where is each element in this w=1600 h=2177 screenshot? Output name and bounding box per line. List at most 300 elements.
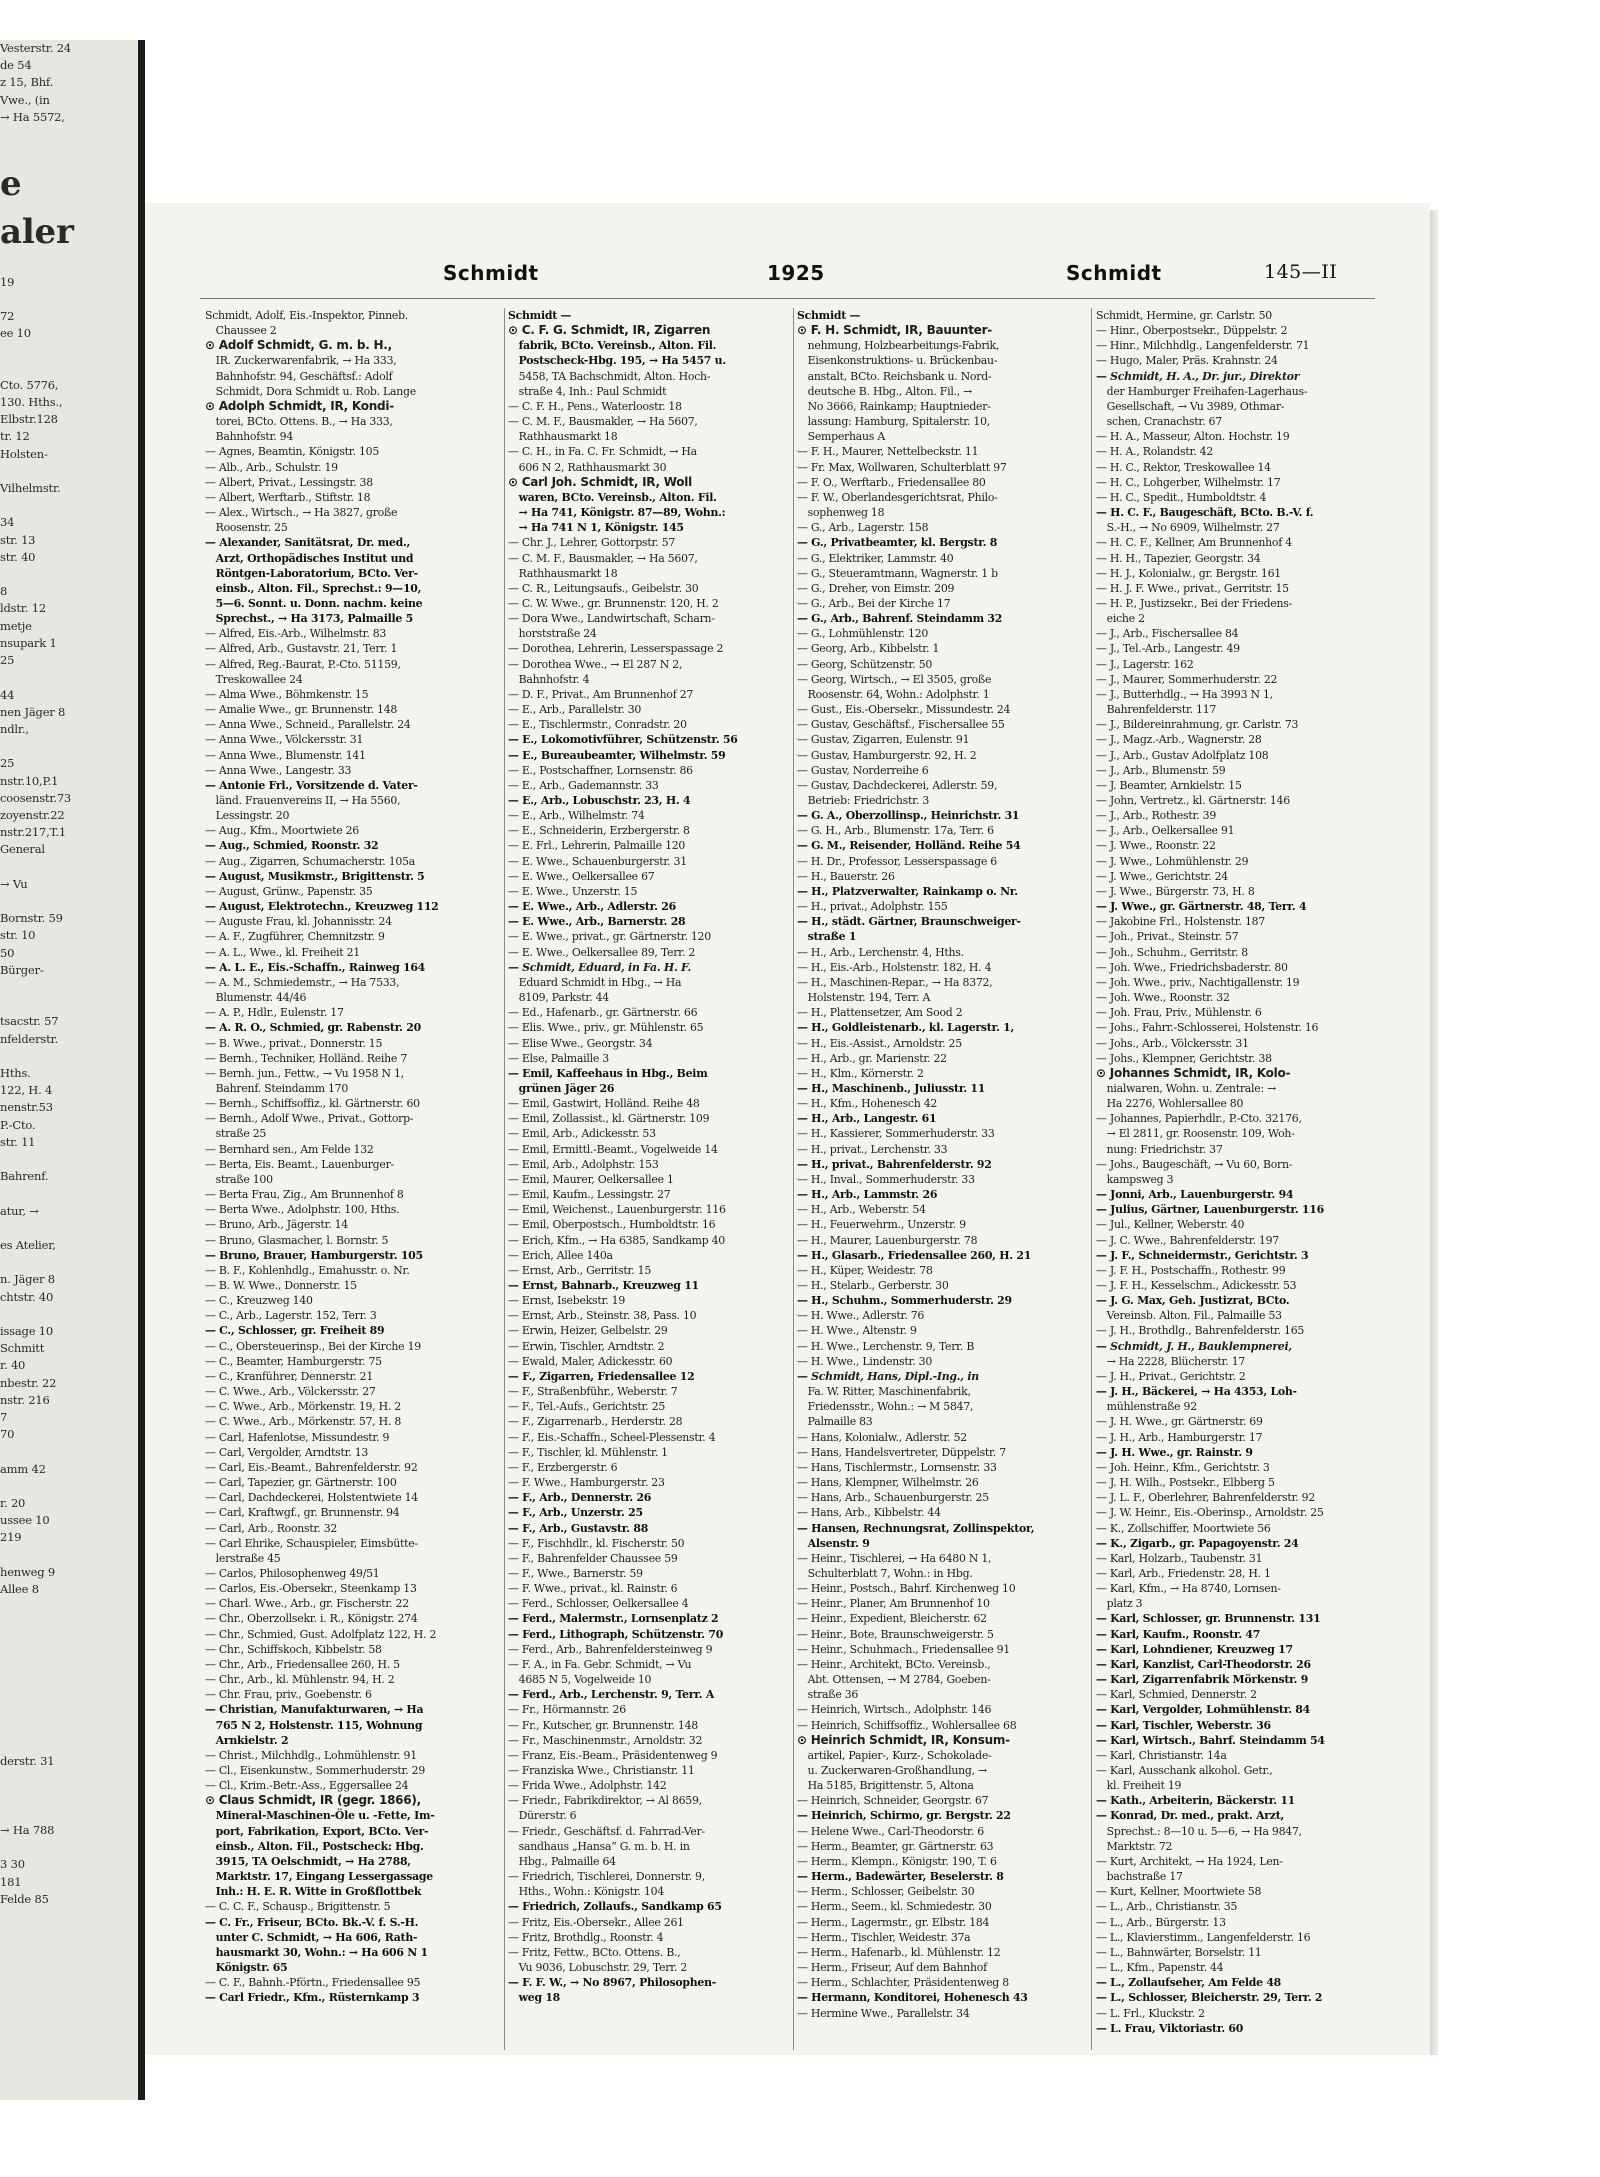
directory-entry: — J. F. H., Kesselschm., Adickesstr. 53: [1096, 1279, 1297, 1292]
directory-entry: — Karl, Wirtsch., Bahrf. Steindamm 54: [1096, 1733, 1325, 1747]
directory-entry: — Emil, Weichenst., Lauenburgerstr. 116: [508, 1203, 726, 1217]
directory-entry: Vu 9036, Lobuschstr. 29, Terr. 2: [508, 1961, 688, 1975]
left-page-line: 181: [0, 1874, 22, 1889]
left-page-line: 3 30: [0, 1857, 25, 1872]
directory-entry: — Aug., Schmied, Roonstr. 32: [205, 839, 379, 853]
left-page-line: [0, 1306, 138, 1323]
directory-entry: — G. A., Oberzollinsp., Heinrichstr. 31: [797, 809, 1020, 823]
directory-entry: — Carl, Hafenlotse, Missundestr. 9: [205, 1430, 390, 1444]
directory-entry: — Alfred, Reg.-Baurat, P.-Cto. 51159,: [205, 657, 401, 671]
directory-entry: — J., Magz.-Arb., Wagnerstr. 28: [1096, 733, 1262, 747]
directory-column-2: [508, 308, 798, 2048]
directory-entry: — Ferd., Lithograph, Schützenstr. 70: [508, 1627, 724, 1641]
directory-entry: — C. H., in Fa. C. Fr. Schmidt, → Ha: [508, 445, 697, 459]
directory-entry: — Hans, Klempner, Wilhelmstr. 26: [797, 1476, 979, 1490]
directory-entry: — Heinrich, Schirmo, gr. Bergstr. 22: [797, 1809, 1011, 1823]
directory-entry: — August, Grünw., Papenstr. 35: [205, 884, 373, 898]
directory-entry: bachstraße 17: [1096, 1870, 1183, 1884]
left-page-line: nbestr. 22: [0, 1375, 57, 1390]
directory-entry: nung: Friedrichstr. 37: [1096, 1142, 1223, 1156]
directory-entry: — H., privat., Adolphstr. 155: [797, 900, 948, 914]
directory-entry: — F., Arb., Unzerstr. 25: [508, 1506, 643, 1520]
directory-entry: — J. H., Bäckerei, → Ha 4353, Loh-: [1096, 1385, 1297, 1399]
left-page-line: [0, 256, 138, 273]
directory-entry: — Carlos, Philosophenweg 49/51: [205, 1566, 380, 1580]
directory-entry: — Heinrich, Wirtsch., Adolphstr. 146: [797, 1703, 992, 1717]
left-page-line: amm 42: [0, 1461, 46, 1476]
directory-entry: — Friedrich, Zollaufs., Sandkamp 65: [508, 1900, 722, 1914]
directory-entry: — Herm., Schlosser, Geibelstr. 30: [797, 1885, 975, 1899]
directory-entry: Palmaille 83: [797, 1415, 873, 1429]
directory-entry: — E., Lokomotivführer, Schützenstr. 56: [508, 733, 738, 747]
directory-entry: — J. Wwe., Bürgerstr. 73, H. 8: [1096, 884, 1255, 898]
directory-entry: Schmidt —: [797, 309, 861, 322]
left-page-line: [0, 126, 138, 143]
directory-entry: — Hans, Arb., Kibbelstr. 44: [797, 1506, 941, 1520]
directory-entry: 5458, TA Bachschmidt, Alton. Hoch-: [508, 369, 711, 383]
left-page-line: tsacstr. 57: [0, 1014, 59, 1029]
left-page-line: z 15, Bhf.: [0, 75, 54, 90]
left-page-line: [0, 1701, 138, 1718]
directory-entry: — Fr., Maschinenmstr., Arnoldstr. 32: [508, 1733, 703, 1747]
left-page-line: Bürger-: [0, 962, 44, 977]
left-page-line: [0, 859, 138, 876]
directory-entry: — Fritz, Eis.-Obersekr., Allee 261: [508, 1915, 684, 1929]
directory-entry: — Elis. Wwe., priv., gr. Mühlenstr. 65: [508, 1021, 704, 1035]
directory-entry: — H., Plattensetzer, Am Sood 2: [797, 1006, 963, 1020]
directory-entry: Roosenstr. 25: [205, 521, 288, 535]
directory-entry: Bahnhofstr. 4: [508, 672, 590, 686]
directory-entry: — J. F., Schneidermstr., Gerichtstr. 3: [1096, 1248, 1309, 1262]
directory-entry: — H., Inval., Sommerhuderstr. 33: [797, 1172, 975, 1186]
directory-entry: Eisenkonstruktions- u. Brückenbau-: [797, 354, 998, 368]
directory-entry: — Franziska Wwe., Christianstr. 11: [508, 1764, 695, 1777]
directory-entry: — Herm., Lagermstr., gr. Elbstr. 184: [797, 1915, 990, 1929]
left-page-line: [0, 1598, 138, 1615]
directory-entry: — Herm., Beamter, gr. Gärtnerstr. 63: [797, 1839, 994, 1853]
directory-entry: — Ernst, Bahnarb., Kreuzweg 11: [508, 1279, 699, 1292]
directory-entry: IR. Zuckerwarenfabrik, → Ha 333,: [205, 354, 397, 368]
directory-entry: eiche 2: [1096, 612, 1145, 626]
left-page-line: es Atelier,: [0, 1238, 56, 1252]
left-page-line: [0, 1805, 138, 1822]
left-page-line: [0, 1667, 138, 1684]
directory-entry: — Amalie Wwe., gr. Brunnenstr. 148: [205, 703, 398, 717]
directory-entry: — G., Arb., Bei der Kirche 17: [797, 596, 951, 610]
directory-entry: — Alfred, Arb., Gustavstr. 21, Terr. 1: [205, 642, 398, 656]
directory-entry: — Anna Wwe., Langestr. 33: [205, 763, 352, 777]
directory-entry: Marktstr. 17, Eingang Lessergassage: [205, 1870, 433, 1884]
directory-entry: — C., Schlosser, gr. Freiheit 89: [205, 1324, 385, 1338]
directory-entry: — F., Tischler, kl. Mühlenstr. 1: [508, 1445, 668, 1459]
directory-entry: — Dora Wwe., Landwirtschaft, Scharn-: [508, 612, 715, 626]
left-page-line: → Ha 5572,: [0, 109, 65, 124]
directory-entry: — Karl, Schlosser, gr. Brunnenstr. 131: [1096, 1612, 1321, 1626]
directory-entry: Blumenstr. 44/46: [205, 991, 307, 1005]
directory-entry: — C., Arb., Lagerstr. 152, Terr. 3: [205, 1309, 377, 1323]
left-page-line: [0, 1547, 138, 1564]
directory-entry: — Hans, Tischlermstr., Lornsenstr. 33: [797, 1460, 997, 1474]
directory-entry: — J., Tel.-Arb., Langestr. 49: [1096, 642, 1240, 656]
left-page-line: Cto. 5776,: [0, 377, 59, 392]
directory-entry: — Erwin, Heizer, Gelbelstr. 29: [508, 1324, 668, 1338]
directory-entry: — L. Frl., Kluckstr. 2: [1096, 2006, 1205, 2020]
directory-entry: Inh.: H. E. R. Witte in Großflottbek: [205, 1885, 422, 1899]
directory-entry: S.-H., → No 6909, Wilhelmstr. 27: [1096, 521, 1280, 535]
directory-entry: — F. Wwe., privat., kl. Rainstr. 6: [508, 1582, 678, 1596]
directory-entry: — F., Bahrenfelder Chaussee 59: [508, 1551, 678, 1565]
directory-entry: — Jonni, Arb., Lauenburgerstr. 94: [1096, 1188, 1294, 1202]
directory-entry: artikel, Papier-, Kurz-, Schokolade-: [797, 1748, 992, 1762]
book-gutter: [138, 40, 145, 2100]
directory-entry: kl. Freiheit 19: [1096, 1779, 1182, 1793]
directory-entry: — J., Butterhdlg., → Ha 3993 N 1,: [1096, 687, 1273, 701]
left-page-fragment: [0, 40, 138, 2100]
directory-entry: — E., Arb., Lobuschstr. 23, H. 4: [508, 794, 691, 807]
directory-entry: — Emil, Ermittl.-Beamt., Vogelweide 14: [508, 1142, 718, 1156]
directory-entry: — J. C. Wwe., Bahrenfelderstr. 197: [1096, 1233, 1279, 1247]
directory-entry: hausmarkt 30, Wohn.: → Ha 606 N 1: [205, 1945, 428, 1959]
directory-entry: — A. P., Hdlr., Eulenstr. 17: [205, 1006, 344, 1020]
directory-entry: Bahrenfelderstr. 117: [1096, 703, 1217, 717]
directory-entry: — Ferd., Arb., Bahrenfeldersteinweg 9: [508, 1642, 713, 1656]
directory-entry: — Karl, Kanzlist, Carl-Theodorstr. 26: [1096, 1657, 1311, 1671]
directory-entry: — F. H., Maurer, Nettelbeckstr. 11: [797, 445, 979, 459]
left-page-line: P.-Cto.: [0, 1117, 36, 1132]
directory-entry: kampsweg 3: [1096, 1172, 1174, 1186]
directory-entry: — J. H. Wwe., gr. Gärtnerstr. 69: [1096, 1415, 1263, 1429]
directory-entry: — Gustav, Hamburgerstr. 92, H. 2: [797, 748, 977, 762]
directory-entry: — Heinr., Planer, Am Brunnenhof 10: [797, 1597, 990, 1611]
directory-entry: Röntgen-Laboratorium, BCto. Ver-: [205, 566, 418, 580]
directory-entry: anstalt, BCto. Reichsbank u. Nord-: [797, 369, 992, 383]
directory-entry: — H. A., Rolandstr. 42: [1096, 445, 1213, 459]
directory-entry: — Helene Wwe., Carl-Theodorstr. 6: [797, 1824, 984, 1838]
directory-entry: — Carl Ehrike, Schauspieler, Eimsbütte-: [205, 1536, 418, 1550]
directory-entry: — K., Zollschiffer, Moortwiete 56: [1096, 1521, 1271, 1535]
directory-entry: torei, BCto. Ottens. B., → Ha 333,: [205, 415, 393, 429]
directory-entry: — Berta Frau, Zig., Am Brunnenhof 8: [205, 1188, 404, 1202]
directory-entry: unter C. Schmidt, → Ha 606, Rath-: [205, 1930, 418, 1944]
directory-entry: — John, Vertretz., kl. Gärtnerstr. 146: [1096, 794, 1290, 807]
directory-entry: Schmidt, Hermine, gr. Carlstr. 50: [1096, 309, 1272, 322]
directory-entry: Mineral-Maschinen-Öle u. -Fette, Im-: [205, 1809, 435, 1823]
left-page-line: [0, 1443, 138, 1460]
directory-entry: — G., Lohmühlenstr. 120: [797, 627, 929, 641]
left-page-line: aler: [0, 212, 74, 253]
directory-entry: Schulterblatt 7, Wohn.: in Hbg.: [797, 1566, 973, 1580]
left-page-line: 122, H. 4: [0, 1083, 53, 1098]
directory-entry: Ha 2276, Wohlersallee 80: [1096, 1097, 1244, 1111]
left-page-line: [0, 1151, 138, 1168]
directory-entry: — E. Wwe., Arb., Adlerstr. 26: [508, 900, 676, 914]
directory-entry: — J. H., Brothdlg., Bahrenfelderstr. 165: [1096, 1324, 1305, 1338]
directory-entry: — Chr., Schiffskoch, Kibbelstr. 58: [205, 1642, 382, 1656]
directory-entry: — L., Arb., Bürgerstr. 13: [1096, 1915, 1226, 1929]
directory-entry: — Ed., Hafenarb., gr. Gärtnerstr. 66: [508, 1006, 698, 1020]
directory-entry: — Anna Wwe., Blumenstr. 141: [205, 748, 366, 762]
directory-entry: — Karl, Vergolder, Lohmühlenstr. 84: [1096, 1703, 1310, 1717]
directory-entry: — H. Wwe., Lindenstr. 30: [797, 1354, 933, 1368]
directory-entry: — Fritz, Brothdlg., Roonstr. 4: [508, 1930, 664, 1944]
directory-entry: — Carl, Tapezier, gr. Gärtnerstr. 100: [205, 1476, 397, 1490]
directory-entry: — E. Wwe., Arb., Barnerstr. 28: [508, 915, 686, 929]
directory-entry: Alsenstr. 9: [797, 1536, 870, 1550]
directory-entry: — C., Beamter, Hamburgerstr. 75: [205, 1354, 382, 1368]
left-page-line: Felde 85: [0, 1891, 49, 1906]
directory-entry: — Charl. Wwe., Arb., gr. Fischerstr. 22: [205, 1597, 409, 1611]
left-page-line: nstr.10,P.1: [0, 773, 59, 788]
directory-entry: — A. L. E., Eis.-Schaffn., Rainweg 164: [205, 960, 426, 974]
directory-entry: Rathhausmarkt 18: [508, 430, 618, 444]
directory-entry: — H. C., Lohgerber, Wilhelmstr. 17: [1096, 475, 1281, 489]
directory-entry: — H. C. F., Kellner, Am Brunnenhof 4: [1096, 536, 1292, 550]
directory-entry: Gesellschaft, → Vu 3989, Othmar-: [1096, 399, 1285, 413]
directory-entry: — Friedr., Geschäftsf. d. Fahrrad-Ver-: [508, 1824, 705, 1838]
directory-entry: — H. Wwe., Adlerstr. 76: [797, 1309, 925, 1323]
directory-entry: — H. J., Kolonialw., gr. Bergstr. 161: [1096, 566, 1281, 580]
directory-entry: — F., Eis.-Schaffn., Scheel-Plessenstr. 4: [508, 1430, 716, 1444]
directory-entry: — Fr., Kutscher, gr. Brunnenstr. 148: [508, 1718, 698, 1732]
directory-entry: — Hans, Handelsvertreter, Düppelstr. 7: [797, 1445, 1006, 1459]
left-page-line: 72: [0, 309, 15, 324]
directory-entry: — H., Maurer, Lauenburgerstr. 78: [797, 1233, 978, 1247]
left-page-line: [0, 738, 138, 755]
directory-entry: horststraße 24: [508, 627, 597, 641]
left-page-line: [0, 1736, 138, 1753]
directory-entry: — E. Wwe., Unzerstr. 15: [508, 884, 638, 898]
directory-entry: — Friedrich, Tischlerei, Donnerstr. 9,: [508, 1870, 705, 1884]
directory-entry: lassung: Hamburg, Spitalerstr. 10,: [797, 415, 990, 429]
firm-entry: ⊙ C. F. G. Schmidt, IR, Zigarren: [508, 323, 711, 338]
directory-entry: — H. J. F. Wwe., privat., Gerritstr. 15: [1096, 581, 1289, 595]
page-number: 145—II: [1264, 261, 1338, 283]
left-page-line: 130. Hths.,: [0, 395, 63, 410]
directory-entry: — Herm., Tischler, Weidestr. 37a: [797, 1930, 971, 1944]
directory-entry: — C. W. Wwe., gr. Brunnenstr. 120, H. 2: [508, 596, 719, 610]
directory-entry: — G. M., Reisender, Holländ. Reihe 54: [797, 839, 1021, 853]
left-page-line: 7: [0, 1410, 8, 1425]
directory-entry: — J., Arb., Oelkersallee 91: [1096, 824, 1235, 838]
directory-entry: — H. Wwe., Lerchenstr. 9, Terr. B: [797, 1339, 975, 1353]
directory-entry: — Hugo, Maler, Präs. Krahnstr. 24: [1096, 354, 1278, 368]
directory-entry: — G., Privatbeamter, kl. Bergstr. 8: [797, 536, 998, 550]
directory-entry: u. Zuckerwaren-Großhandlung, →: [797, 1764, 987, 1777]
directory-entry: — C. M. F., Bausmakler, → Ha 5607,: [508, 551, 698, 565]
directory-entry: — Auguste Frau, kl. Johannisstr. 24: [205, 915, 392, 929]
directory-entry: — Johs., Arb., Völckersstr. 31: [1096, 1036, 1249, 1050]
left-page-line: [0, 1788, 138, 1805]
directory-entry: — Ferd., Schlosser, Oelkersallee 4: [508, 1597, 689, 1611]
directory-entry: — Erwin, Tischler, Arndtstr. 2: [508, 1339, 665, 1353]
directory-entry: — Christ., Milchhdlg., Lohmühlenstr. 91: [205, 1748, 417, 1762]
directory-entry: Rathhausmarkt 18: [508, 566, 618, 580]
directory-entry: — Heinrich, Schneider, Georgstr. 67: [797, 1794, 989, 1808]
directory-entry: — Carl, Kraftwgf., gr. Brunnenstr. 94: [205, 1506, 400, 1520]
left-page-line: nsupark 1: [0, 635, 57, 650]
left-page-line: 44: [0, 687, 15, 702]
directory-entry: — J. H., Arb., Hamburgerstr. 17: [1096, 1430, 1263, 1444]
directory-entry: Schmidt —: [508, 309, 572, 322]
left-page-line: 8: [0, 584, 8, 599]
directory-entry: — Alma Wwe., Böhmkenstr. 15: [205, 687, 369, 701]
directory-entry: — A. L., Wwe., kl. Freiheit 21: [205, 945, 360, 959]
directory-entry: Arzt, Orthopädisches Institut und: [205, 551, 414, 565]
directory-entry: — Hinr., Milchhdlg., Langenfelderstr. 71: [1096, 339, 1310, 353]
directory-entry: — Berta, Eis. Beamt., Lauenburger-: [205, 1157, 394, 1171]
directory-entry: — Anna Wwe., Völckersstr. 31: [205, 733, 364, 747]
directory-entry: Eduard Schmidt in Hbg., → Ha: [508, 975, 682, 989]
directory-entry: — H. C., Rektor, Treskowallee 14: [1096, 460, 1271, 474]
directory-entry: — Bernh. jun., Fettw., → Vu 1958 N 1,: [205, 1066, 404, 1080]
directory-entry: — Johannes, Papierhdlr., P.-Cto. 32176,: [1096, 1112, 1302, 1126]
directory-entry: — J. H. Wilh., Postsekr., Elbberg 5: [1096, 1476, 1275, 1490]
directory-entry: — August, Elektrotechn., Kreuzweg 112: [205, 900, 439, 914]
directory-entry: — G., Arb., Lagerstr. 158: [797, 521, 929, 535]
directory-entry: — Agnes, Beamtin, Königstr. 105: [205, 445, 380, 459]
directory-entry: — Jakobine Frl., Holstenstr. 187: [1096, 915, 1266, 929]
directory-entry: — Karl, Christianstr. 14a: [1096, 1748, 1227, 1762]
left-page-line: [0, 566, 138, 583]
directory-entry: — E., Arb., Parallelstr. 30: [508, 703, 642, 717]
running-head-left: Schmidt: [443, 261, 539, 285]
directory-entry: — Alfred, Eis.-Arb., Wilhelmstr. 83: [205, 627, 387, 641]
directory-entry: Semperhaus A: [797, 430, 885, 444]
directory-entry: — E., Postschaffner, Lornsenstr. 86: [508, 763, 693, 777]
directory-entry: — Erich, Allee 140a: [508, 1248, 613, 1262]
directory-entry: — Konrad, Dr. med., prakt. Arzt,: [1096, 1809, 1285, 1823]
directory-entry: — Georg, Arb., Kibbelstr. 1: [797, 642, 940, 656]
left-page-line: nenstr.53: [0, 1100, 53, 1115]
directory-entry: — Johs., Baugeschäft, → Vu 60, Born-: [1096, 1157, 1293, 1171]
left-page-line: 219: [0, 1530, 22, 1545]
directory-entry: Arnkielstr. 2: [205, 1733, 289, 1747]
directory-entry: — J. L. F., Oberlehrer, Bahrenfelderstr. 92: [1096, 1491, 1316, 1505]
directory-entry: — J., Arb., Fischersallee 84: [1096, 627, 1239, 641]
firm-entry: ⊙ Heinrich Schmidt, IR, Konsum-: [797, 1732, 1010, 1747]
left-page-line: Allee 8: [0, 1582, 39, 1597]
left-page-line: ussee 10: [0, 1513, 50, 1528]
directory-entry: — C. R., Leitungsaufs., Geibelstr. 30: [508, 581, 699, 595]
directory-entry: — Bruno, Arb., Jägerstr. 14: [205, 1218, 348, 1232]
directory-column-1: [205, 308, 495, 2048]
directory-entry: — C., Obersteuerinsp., Bei der Kirche 19: [205, 1339, 421, 1353]
left-page-line: nstr.217,T.1: [0, 825, 66, 840]
directory-entry: — E., Arb., Gademannstr. 33: [508, 778, 659, 792]
directory-entry: — Elise Wwe., Georgstr. 34: [508, 1036, 653, 1050]
directory-entry: — Ernst, Arb., Gerritstr. 15: [508, 1263, 652, 1277]
left-page-line: ldstr. 12: [0, 601, 46, 616]
directory-entry: — H. C. F., Baugeschäft, BCto. B.-V. f.: [1096, 506, 1314, 520]
directory-entry: — E., Tischlermstr., Conradstr. 20: [508, 718, 687, 732]
directory-entry: — Joh. Wwe., Roonstr. 32: [1096, 991, 1230, 1005]
directory-entry: — H. Dr., Professor, Lesserspassage 6: [797, 854, 997, 868]
directory-entry: — Joh., Privat., Steinstr. 57: [1096, 930, 1239, 944]
left-page-line: zoyenstr.22: [0, 807, 65, 822]
directory-entry: — H., Maschinen-Repar., → Ha 8372,: [797, 975, 993, 989]
directory-entry: — Carlos, Eis.-Obersekr., Steenkamp 13: [205, 1582, 417, 1596]
directory-entry: — A. M., Schmiedemstr., → Ha 7533,: [205, 975, 400, 989]
directory-entry: — Chr. Frau, priv., Goebenstr. 6: [205, 1688, 372, 1702]
directory-entry: — Fr., Hörmannstr. 26: [508, 1703, 626, 1717]
directory-entry: — C. Wwe., Arb., Mörkenstr. 19, H. 2: [205, 1400, 401, 1414]
directory-entry: — Frida Wwe., Adolphstr. 142: [508, 1779, 667, 1793]
directory-entry: → Ha 741, Königstr. 87—89, Wohn.:: [508, 506, 726, 520]
directory-entry: fabrik, BCto. Vereinsb., Alton. Fil.: [508, 339, 717, 353]
left-page-line: Vwe., (in: [0, 92, 50, 107]
directory-entry: — H., Platzverwalter, Rainkamp o. Nr.: [797, 884, 1018, 898]
directory-entry: — J., Arb., Rothestr. 39: [1096, 809, 1217, 823]
directory-entry: — Fritz, Fettw., BCto. Ottens. B.,: [508, 1945, 681, 1959]
left-page-line: [0, 1839, 138, 1856]
directory-entry: — Karl, Tischler, Weberstr. 36: [1096, 1718, 1271, 1732]
directory-entry: — C., Kranführer, Dennerstr. 21: [205, 1369, 374, 1383]
directory-entry: 3915, TA Oelschmidt, → Ha 2788,: [205, 1854, 411, 1868]
left-page-line: Bornstr. 59: [0, 911, 63, 926]
directory-entry: — C. Fr., Friseur, BCto. Bk.-V. f. S.-H.: [205, 1915, 419, 1929]
left-page-line: [0, 1220, 138, 1237]
left-page-line: 19: [0, 274, 15, 289]
directory-entry: — Schmidt, Eduard, in Fa. H. F.: [508, 960, 691, 974]
directory-entry: — Joh. Wwe., priv., Nachtigallenstr. 19: [1096, 975, 1300, 989]
directory-entry: Hths., Wohn.: Königstr. 104: [508, 1885, 664, 1899]
directory-entry: nehmung, Holzbearbeitungs-Fabrik,: [797, 339, 1000, 353]
left-page-line: metje: [0, 618, 32, 633]
directory-entry: Treskowallee 24: [205, 672, 303, 686]
left-page-line: [0, 1770, 138, 1787]
directory-entry: — Emil, Kaffeehaus in Hbg., Beim: [508, 1066, 708, 1080]
directory-entry: Holstenstr. 194, Terr. A: [797, 991, 931, 1005]
directory-entry: — H., Maschinenb., Juliusstr. 11: [797, 1081, 986, 1095]
directory-entry: nialwaren, Wohn. u. Zentrale: →: [1096, 1081, 1276, 1095]
directory-entry: — H., Feuerwehrm., Unzerstr. 9: [797, 1218, 966, 1232]
directory-entry: — B. F., Kohlenhdlg., Emahusstr. o. Nr.: [205, 1263, 410, 1277]
directory-entry: — Cl., Eisenkunstw., Sommerhuderstr. 29: [205, 1764, 426, 1777]
directory-entry: — Karl, Arb., Friedenstr. 28, H. 1: [1096, 1566, 1271, 1580]
directory-entry: Königstr. 65: [205, 1961, 288, 1975]
directory-entry: — Heinr., Schuhmach., Friedensallee 91: [797, 1642, 1010, 1656]
directory-entry: — Carl, Dachdeckerei, Holstentwiete 14: [205, 1491, 418, 1505]
left-page-line: ndlr.,: [0, 721, 29, 736]
directory-entry: — H., Klm., Körnerstr. 2: [797, 1066, 924, 1080]
directory-entry: — Emil, Maurer, Oelkersallee 1: [508, 1172, 674, 1186]
directory-entry: — Dorothea, Lehrerin, Lesserspassage 2: [508, 642, 724, 656]
directory-entry: — Emil, Zollassist., kl. Gärtnerstr. 109: [508, 1112, 710, 1126]
directory-entry: — Karl, Kfm., → Ha 8740, Lornsen-: [1096, 1582, 1281, 1596]
directory-entry: — Aug., Zigarren, Schumacherstr. 105a: [205, 854, 415, 868]
directory-entry: — Carl Friedr., Kfm., Rüsternkamp 3: [205, 1991, 420, 2005]
directory-entry: — Heinrich, Schiffsoffiz., Wohlersallee 68: [797, 1718, 1017, 1732]
directory-entry: Hbg., Palmaille 64: [508, 1854, 616, 1868]
directory-entry: — F., Straßenbführ., Weberstr. 7: [508, 1385, 678, 1399]
directory-entry: — F., Zigarren, Friedensallee 12: [508, 1369, 695, 1383]
left-page-line: [0, 669, 138, 686]
directory-entry: — Gustav, Norderreihe 6: [797, 763, 929, 777]
left-page-line: [0, 1650, 138, 1667]
directory-entry: — Karl, Holzarb., Taubenstr. 31: [1096, 1551, 1263, 1565]
directory-entry: Bahrenf. Steindamm 170: [205, 1081, 349, 1095]
directory-entry: — Jul., Kellner, Weberstr. 40: [1096, 1218, 1245, 1232]
directory-entry: 606 N 2, Rathhausmarkt 30: [508, 460, 667, 474]
directory-entry: straße 100: [205, 1172, 273, 1186]
left-page-line: [0, 143, 138, 160]
left-page-line: nen Jäger 8: [0, 704, 66, 719]
directory-entry: — H. P., Justizsekr., Bei der Friedens-: [1096, 596, 1292, 610]
directory-entry: der Hamburger Freihafen-Lagerhaus-: [1096, 384, 1308, 398]
directory-entry: — Bernhard sen., Am Felde 132: [205, 1142, 374, 1156]
directory-entry: port, Fabrikation, Export, BCto. Ver-: [205, 1824, 429, 1838]
directory-entry: — Herm., Hafenarb., kl. Mühlenstr. 12: [797, 1945, 1001, 1959]
